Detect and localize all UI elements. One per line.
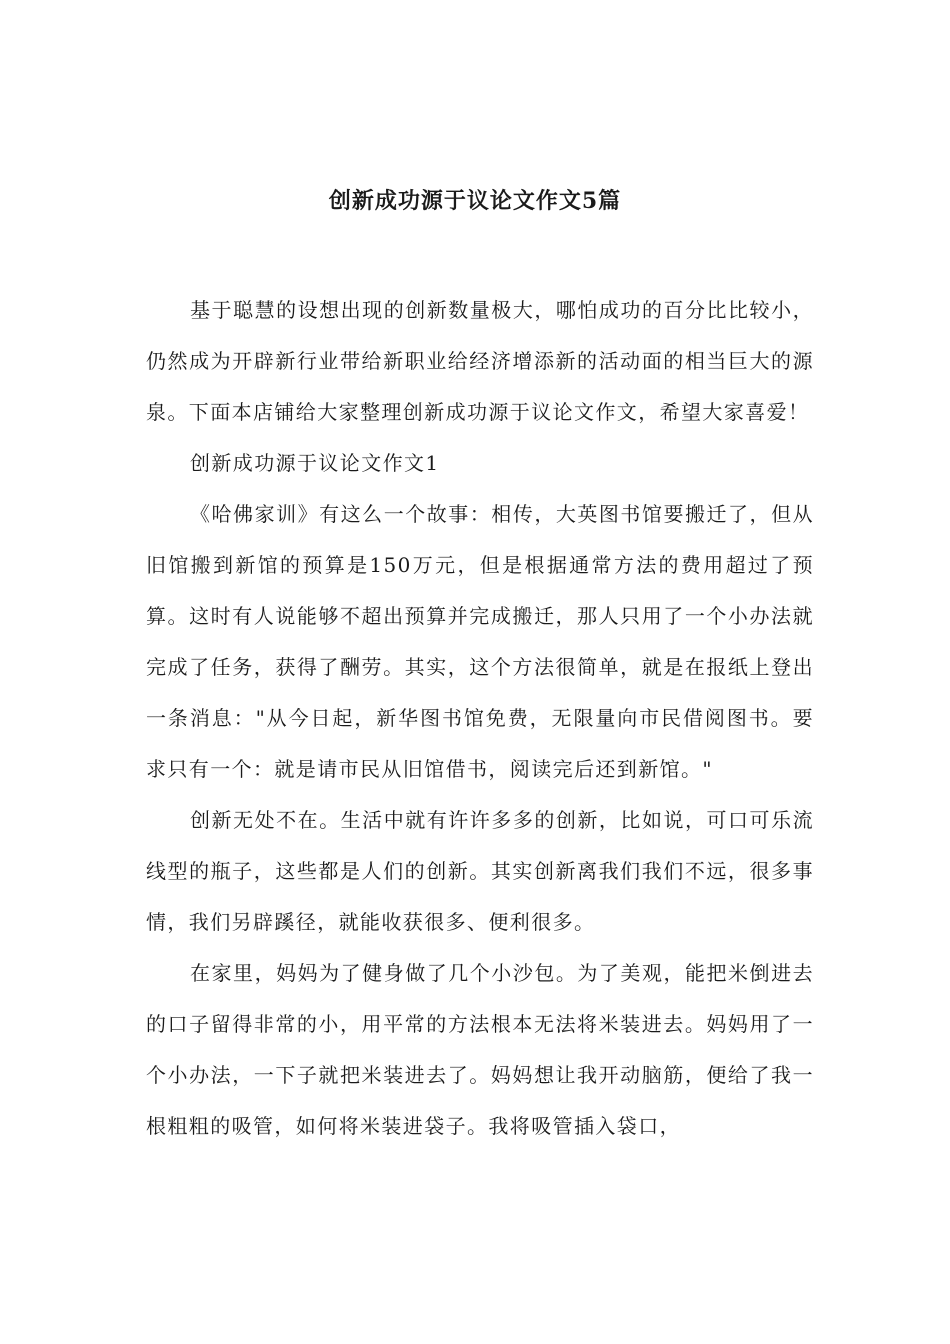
home-paragraph: 在家里，妈妈为了健身做了几个小沙包。为了美观，能把米倒进去的口子留得非常的小，用平常的方法根本无法将米装进去。妈妈用了一个小办法，一下子就把米装进去了。妈妈想让我开动脑筋，便给了我一根粗粗的吸管，如何将米装进袋子。我将吸管插入袋口，: [146, 961, 814, 1138]
innovation-paragraph: 创新无处不在。生活中就有许许多多的创新，比如说，可口可乐流线型的瓶子，这些都是人们的创新。其实创新离我们我们不远，很多事情，我们另辟蹊径，就能收获很多、便利很多。: [146, 808, 814, 934]
section-heading: 创新成功源于议论文作文1: [190, 451, 440, 475]
story-paragraph: 《哈佛家训》有这么一个故事：相传，大英图书馆要搬迁了，但从旧馆搬到新馆的预算是150万元，但是根据通常方法的费用超过了预算。这时有人说能够不超出预算并完成搬迁，那人只用了一个小办法就完成了任务，获得了酬劳。其实，这个方法很简单，就是在报纸上登出一条消息："从今日起，新华图书馆免费，无限量向市民借阅图书。要求只有一个：就是请市民从旧馆借书，阅读完后还到新馆。": [146, 502, 814, 781]
intro-paragraph: 基于聪慧的设想出现的创新数量极大，哪怕成功的百分比比较小，仍然成为开辟新行业带给新职业给经济增添新的活动面的相当巨大的源泉。下面本店铺给大家整理创新成功源于议论文作文，希望大家喜爱！: [146, 298, 814, 424]
document-body: [146, 285, 814, 1152]
document-title: 创新成功源于议论文作文5篇: [328, 188, 622, 214]
